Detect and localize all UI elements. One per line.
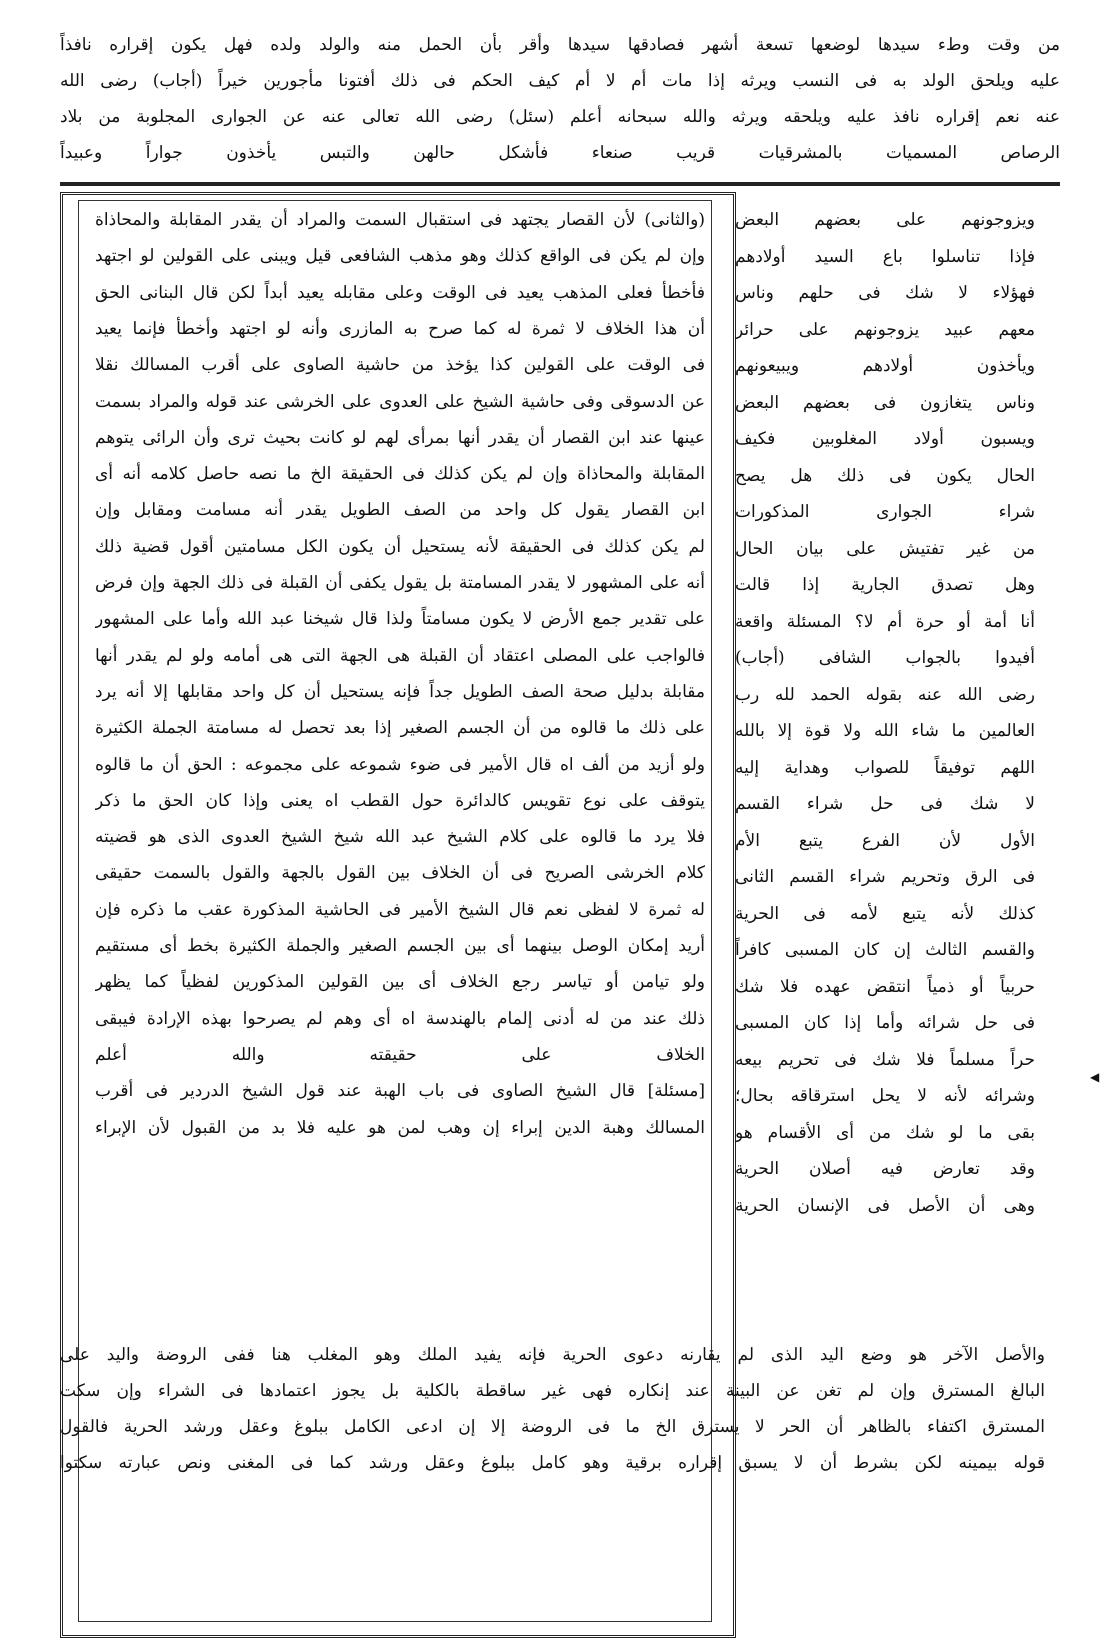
- top-line: من وقت وطء سيدها لوضعها تسعة أشهر فصادقها سيدها وأقر بأن الحمل منه والولد ولده فهل يكون إقراره نافذاً: [60, 35, 1060, 55]
- side-line: فإذا تناسلوا باع السيد أولادهم: [735, 246, 1035, 267]
- side-line: والقسم الثالث إن كان المسبى كافراً: [735, 940, 1035, 960]
- side-line: أنا أمة أو حرة أم لا؟ المسئلة واقعة: [735, 611, 1035, 632]
- box-line: أريد إمكان الوصل بينهما أى بين الجسم الصغير والجملة الكثيرة بخط أى مستقيم: [95, 936, 705, 956]
- side-line: رضى الله عنه بقوله الحمد لله رب: [735, 684, 1035, 705]
- bottom-line: المسترق اكتفاء بالظاهر أن الحر لا يسترق الخ ما فى الروضة إلا إن ادعى الكامل ببلوغ وعقل ورشد الحرية فالقول: [60, 1417, 1045, 1437]
- box-line: لم يكن كذلك فى الحقيقة لأنه يستحيل أن يكون الكل مسامتين أقول قضية ذلك: [95, 536, 705, 557]
- box-line: كلام الخرشى الصريح فى أن الخلاف بين القول بالجهة والقول بالسمت حقيقى: [95, 863, 705, 884]
- bottom-line: البالغ المسترق وإن لم تغن عن البينة عند إنكاره فهى غير ساقطة بالكلية بل يجوز اعتمادها فى الشراء وإن سكت: [60, 1381, 1045, 1401]
- side-line: وشرائه لأنه لا يحل استرقاقه بحال؛: [735, 1086, 1035, 1106]
- side-line: الأول لأن الفرع يتبع الأم: [735, 830, 1035, 851]
- bottom-line: قوله بيمينه لكن بشرط أن لا يسبق إقراره برقية وهو كامل ببلوغ وعقل ورشد كما فى المغنى ونص عبارته سكتوا: [60, 1453, 1045, 1473]
- side-line: شراء الجوارى المذكورات: [735, 502, 1035, 522]
- box-line: ذلك عند من له أدنى إلمام بالهندسة اه أى وهم لم يصرحوا بهذه الإرادة فيبقى: [95, 1008, 705, 1029]
- box-line: فأخطأ فعلى المذهب يعيد فى الوقت وعلى مقابله يعيد أبداً لكن قال البنانى الحق: [95, 282, 705, 303]
- side-line: أفيدوا بالجواب الشافى (أجاب): [735, 648, 1035, 668]
- page-marker-icon: ◀: [1090, 1070, 1100, 1084]
- side-line: ويسبون أولاد المغلوبين فكيف: [735, 429, 1035, 449]
- side-line: من غير تفتيش على بيان الحال: [735, 538, 1035, 559]
- side-line: اللهم توفيقاً للصواب وهداية إليه: [735, 757, 1035, 778]
- box-line: المسالك وهبة الدين إبراء إن وهب لمن هو عليه فلا بد من القبول لأن الإبراء: [95, 1117, 705, 1138]
- box-line: أنه على المشهور لا يقدر المسامتة بل يقول يكفى أن القبلة فى ذلك الجهة وإن فرض: [95, 573, 705, 593]
- box-line: وإن لم يكن فى الواقع كذلك وهو مذهب الشافعى قيل ويبنى على القولين لو اجتهد: [95, 246, 705, 267]
- box-line: على تقدير جمع الأرض لا يكون مسامتاً ولذا قال شيخنا عبد الله وأما على المشهور: [95, 609, 705, 630]
- box-line: الخلاف على حقيقته والله أعلم: [95, 1044, 705, 1065]
- side-line: فى الرق وتحريم شراء القسم الثانى: [735, 867, 1035, 887]
- box-line: ولو أزيد من ألف اه قال الأمير فى ضوء شموعه على مجموعه : الحق أن ما قالوه: [95, 754, 705, 775]
- side-line: فهؤلاء لا شك فى حلهم وناس: [735, 283, 1035, 303]
- header-rule: [60, 182, 1060, 186]
- side-line: حراً مسلماً فلا شك فى تحريم بيعه: [735, 1049, 1035, 1070]
- box-line: فى الوقت على القولين كذا يؤخذ من حاشية الصاوى على أقرب المسالك نقلا: [95, 355, 705, 376]
- side-line: فى حل شرائه وأما إذا كان المسبى: [735, 1013, 1035, 1033]
- side-line: ويزوجونهم على بعضهم البعض: [735, 210, 1035, 230]
- box-line: (والثانى) لأن القصار يجتهد فى استقبال السمت والمراد أن يقدر المقابلة والمحاذاة: [95, 210, 705, 230]
- side-line: وهى أن الأصل فى الإنسان الحرية: [735, 1195, 1035, 1216]
- top-line: الرصاص المسميات بالمشرقيات قريب صنعاء فأشكل حالهن والتبس يأخذون جواراً وعبيداً: [60, 143, 1060, 163]
- box-line: المقابلة والمحاذاة وإن لم يكن كذلك فى الحقيقة الخ ما نصه حاصل كلامه أنه أى: [95, 464, 705, 485]
- box-line: مقابلة بدليل صحة الصف الطويل جداً فإنه يستحيل أن كل واحد مقابلها إلا أنه يرد: [95, 681, 705, 702]
- side-line: بقى ما لو شك من أى الأقسام هو: [735, 1122, 1035, 1143]
- box-line: فالواجب على المصلى اعتقاد أن القبلة هى الجهة التى هى أمامه ولو لم يقدر أنها: [95, 645, 705, 666]
- box-line: أن هذا الخلاف لا ثمرة له كما صرح به المازرى وأنه لو اجتهد وأخطأ فإنما يعيد: [95, 318, 705, 339]
- side-line: لا شك فى حل شراء القسم: [735, 794, 1035, 814]
- side-line: كذلك لأنه يتبع لأمه فى الحرية: [735, 903, 1035, 924]
- bottom-line: والأصل الآخر هو وضع اليد الذى لم يقارنه دعوى الحرية فإنه يفيد الملك وهو المغلب هنا ففى الروضة واليد على: [60, 1345, 1045, 1365]
- top-line: عنه نعم إقراره نافذ عليه ويلحقه ويرثه والله سبحانه أعلم (سئل) رضى الله تعالى عنه عن الجوارى المجلوبة من بلاد: [60, 107, 1060, 127]
- box-line: عن الدسوقى وفى حاشية الشيخ على العدوى على الخرشى عند قوله والمراد بسمت: [95, 391, 705, 412]
- box-line: ابن القصار يقول كل واحد من الصف الطويل يقدر أنه مسامت ومقابل وإن: [95, 500, 705, 521]
- side-line: وهل تصدق الجارية إذا قالت: [735, 575, 1035, 595]
- side-line: الحال يكون فى ذلك هل يصح: [735, 465, 1035, 486]
- box-line: ولو تيامن أو تياسر رجع الخلاف أى بين القولين المذكورين لفظياً كما يظهر: [95, 972, 705, 993]
- side-line: معهم عبيد يزوجونهم على حرائر: [735, 319, 1035, 340]
- top-line: عليه ويلحق الولد به فى النسب ويرثه إذا مات أم لا أم كيف الحكم فى ذلك أفتونا مأجورين خيراً (أجاب) رضى الله: [60, 71, 1060, 91]
- side-line: وناس يتغازون فى بعضهم البعض: [735, 392, 1035, 413]
- side-line: وقد تعارض فيه أصلان الحرية: [735, 1159, 1035, 1179]
- box-line: فلا يرد ما قالوه على كلام الشيخ عبد الله شيخ الشيخ العدوى الذى هو قضيته: [95, 827, 705, 848]
- box-line: له ثمرة لا لفظى نعم قال الشيخ الأمير فى الحاشية المذكورة عقب ما ذكره فإن: [95, 899, 705, 920]
- side-line: ويأخذون أولادهم ويبيعونهم: [735, 356, 1035, 376]
- side-line: حربياً أو ذمياً انتقض عهده فلا شك: [735, 976, 1035, 997]
- box-line: يتوقف على نوع تقويس كالدائرة حول القطب اه يعنى وإذا كان الحق ما ذكر: [95, 790, 705, 811]
- box-line: [مسئلة] قال الشيخ الصاوى فى باب الهبة عند قول الشيخ الدردير فى أقرب: [95, 1081, 705, 1102]
- box-line: على ذلك ما قالوه من أن الجسم الصغير إذا بعد تحصل له مسامتة الجملة الكثيرة: [95, 718, 705, 739]
- box-line: عينها عند ابن القصار أن يقدر أنها بمرأى لهم لو كانت بحيث ترى وأن الرائى يتوهم: [95, 427, 705, 448]
- side-line: العالمين ما شاء الله ولا قوة إلا بالله: [735, 721, 1035, 741]
